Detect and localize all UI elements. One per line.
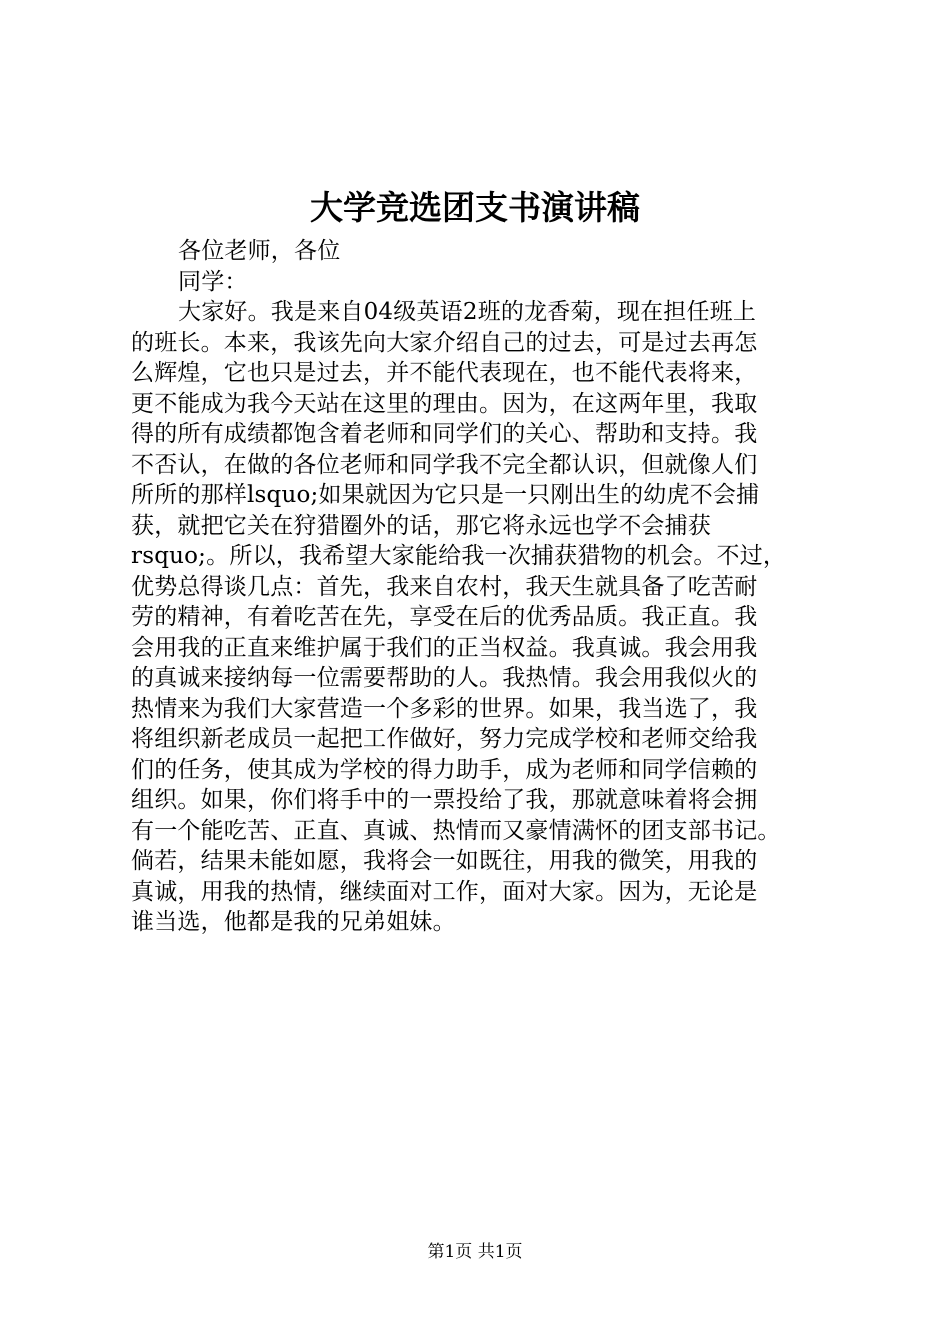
paragraph-line: 不否认，在做的各位老师和同学我不完全都认识，但就像人们 — [131, 451, 758, 478]
page-footer: 第1页 共1页 — [427, 1242, 523, 1262]
paragraph-line: 热情来为我们大家营造一个多彩的世界。如果，我当选了，我 — [131, 695, 758, 722]
paragraph-line: 倘若，结果未能如愿，我将会一如既往，用我的微笑，用我的 — [131, 848, 758, 874]
paragraph-line: 会用我的正直来维护属于我们的正当权益。我真诚。我会用我 — [131, 634, 758, 661]
paragraph-line: 得的所有成绩都饱含着老师和同学们的关心、帮助和支持。我 — [131, 421, 758, 447]
paragraph-line: 更不能成为我今天站在这里的理由。因为，在这两年里，我取 — [131, 390, 758, 417]
paragraph-line: 所所的那样lsquo;如果就因为它只是一只刚出生的幼虎不会捕 — [131, 482, 760, 508]
paragraph-line: 的真诚来接纳每一位需要帮助的人。我热情。我会用我似火的 — [131, 665, 758, 691]
document-body — [131, 236, 831, 938]
paragraph-line: 劳的精神，有着吃苦在先，享受在后的优秀品质。我正直。我 — [131, 604, 758, 630]
paragraph-line: 的班长。本来，我该先向大家介绍自己的过去，可是过去再怎 — [131, 329, 758, 356]
paragraph-line: 有一个能吃苦、正直、真诚、热情而又豪情满怀的团支部书记。 — [131, 817, 781, 844]
paragraph-line: 谁当选，他都是我的兄弟姐妹。 — [131, 909, 456, 935]
paragraph-line: 么辉煌，它也只是过去，并不能代表现在，也不能代表将来， — [131, 360, 758, 386]
paragraph-line: 将组织新老成员一起把工作做好，努力完成学校和老师交给我 — [131, 726, 758, 752]
salutation-line: 同学： — [178, 268, 248, 295]
paragraph-line: 大家好。我是来自04级英语2班的龙香菊，现在担任班上 — [178, 299, 757, 325]
paragraph-line: rsquo;。所以，我希望大家能给我一次捕获猎物的机会。不过， — [131, 543, 787, 569]
paragraph-line: 们的任务，使其成为学校的得力助手，成为老师和同学信赖的 — [131, 756, 758, 783]
paragraph-line: 真诚，用我的热情，继续面对工作，面对大家。因为，无论是 — [131, 878, 758, 905]
salutation-line: 各位老师，各位 — [178, 238, 341, 264]
paragraph-line: 优势总得谈几点：首先，我来自农村，我天生就具备了吃苦耐 — [131, 573, 758, 600]
paragraph-line: 获，就把它关在狩猎圈外的话，那它将永远也学不会捕获 — [131, 512, 711, 539]
document-title: 大学竞选团支书演讲稿 — [310, 188, 640, 227]
paragraph-line: 组织。如果，你们将手中的一票投给了我，那就意味着将会拥 — [131, 787, 758, 813]
